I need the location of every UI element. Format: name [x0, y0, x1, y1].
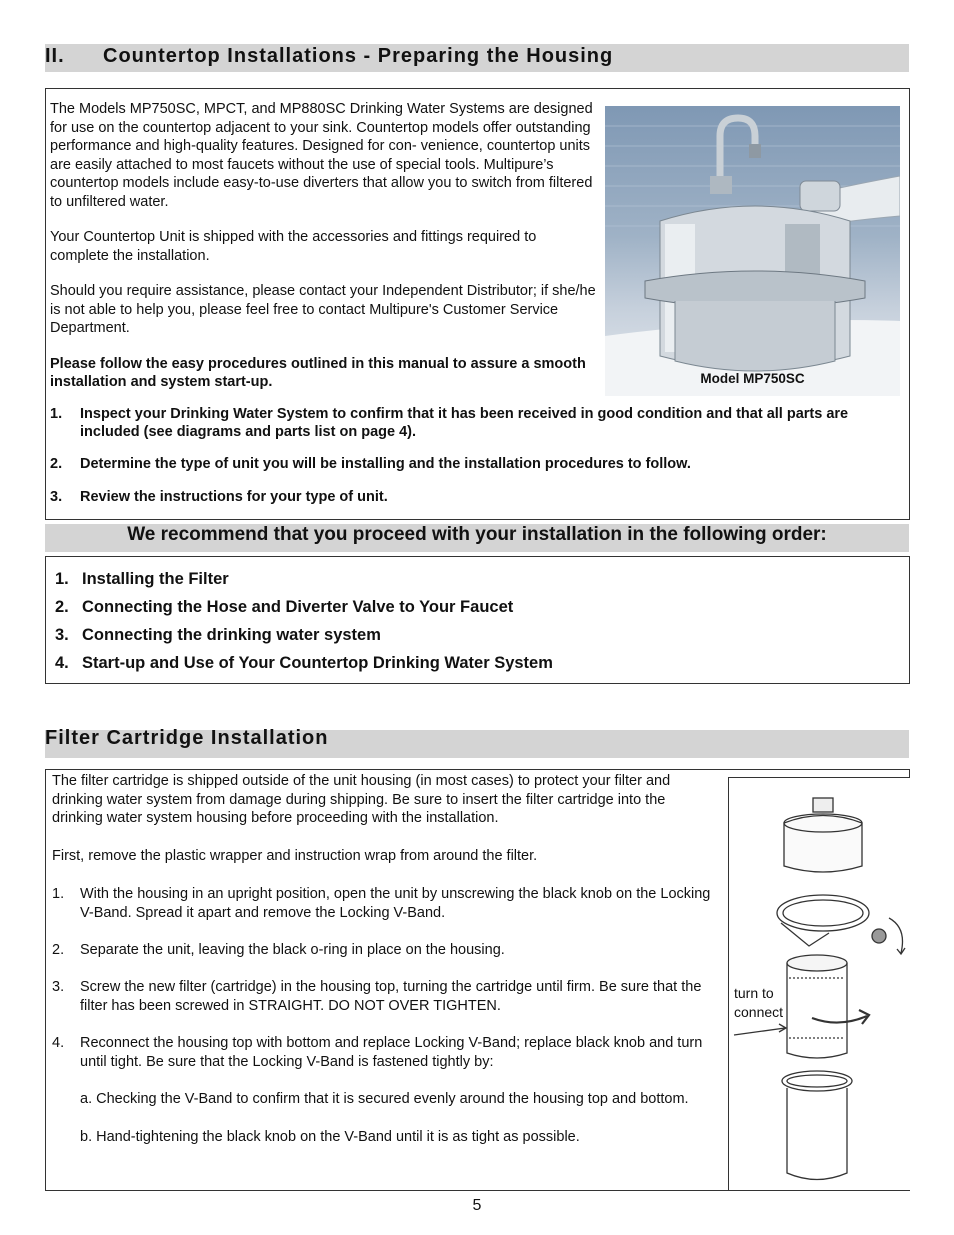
- intro-paragraph: Your Countertop Unit is shipped with the accessories and fittings required to complete the installation.: [50, 229, 537, 264]
- order-number: 1.: [55, 570, 69, 588]
- section-title-text: Countertop Installations - Preparing the Housing: [103, 45, 614, 67]
- filter-item-text: With the housing in an upright position, open the unit by unscrewing the black knob on the Locking V-Band. Spread it apart and remove the Locking V-Band.: [80, 886, 711, 921]
- page-number: 5: [472, 1197, 482, 1214]
- filter-sub-text: b. Hand-tightening the black knob on the V-Band until it is as tight as possible.: [80, 1129, 580, 1145]
- intro-paragraph: The Models MP750SC, MPCT, and MP880SC Drinking Water Systems are designed for use on the countertop adjacent to your sink. Countertop models offer outstanding performance and high-quality features. Designed for con- venience, countertop units are easily attached to most faucets without the use of special tools. Multipure’s countertop models include easy-to-use diverters that allow you to switch from filtered to unfiltered water.: [50, 101, 593, 210]
- filter-item-number: 3.: [52, 979, 65, 995]
- diagram-label: [734, 984, 783, 1022]
- intro-paragraph: Should you require assistance, please contact your Independent Distributor; if she/he is not able to help you, please feel free to contact Multipure's Customer Service Department.: [50, 283, 596, 336]
- step-text: Determine the type of unit you will be installing and the installation procedures to follow.: [80, 456, 691, 472]
- filter-item-text: Separate the unit, leaving the black o-ring in place on the housing.: [80, 942, 505, 958]
- order-text: Connecting the Hose and Diverter Valve to Your Faucet: [82, 598, 514, 616]
- filter-paragraph: First, remove the plastic wrapper and instruction wrap from around the filter.: [52, 848, 538, 864]
- step-number: 2.: [50, 456, 63, 472]
- order-number: 2.: [55, 598, 69, 616]
- step-text: Inspect your Drinking Water System to confirm that it has been received in good condition and that all parts are included (see diagrams and parts list on page 4).: [80, 406, 849, 440]
- intro-paragraph-bold: Please follow the easy procedures outlined in this manual to assure a smooth installation and system start-up.: [50, 355, 586, 390]
- section-header-filter: [45, 727, 909, 758]
- filter-sub-item-b: [80, 1128, 700, 1147]
- filter-diagram: [728, 777, 910, 1190]
- intro-text: [50, 100, 598, 409]
- filter-sub-text: a. Checking the V-Band to confirm that it is secured evenly around the housing top and bottom.: [80, 1091, 689, 1107]
- order-text: Installing the Filter: [82, 570, 229, 588]
- filter-item-number: 1.: [52, 886, 65, 902]
- photo-caption: Model MP750SC: [700, 371, 805, 386]
- filter-sub-item-a: [80, 1090, 700, 1109]
- order-text: Start-up and Use of Your Countertop Drinking Water System: [82, 654, 553, 672]
- diagram-label-line: connect: [734, 1004, 784, 1020]
- recommend-title: We recommend that you proceed with your installation in the following order:: [127, 524, 827, 545]
- step-number: 1.: [50, 406, 63, 422]
- product-photo: [605, 106, 900, 396]
- step-number: 3.: [50, 489, 63, 505]
- filter-intro: The filter cartridge is shipped outside of the unit housing (in most cases) to protect your filter and drinking water system from damage during shipping. Be sure to insert the filter cartridge into the drinking water system housing before proceeding with the installation.: [52, 773, 671, 826]
- filter-item-number: 2.: [52, 942, 65, 958]
- filter-item-text: Reconnect the housing top with bottom and replace Locking V-Band; replace black knob and turn until tight. Be sure that the Locking V-Band is fastened tightly by:: [80, 1035, 703, 1070]
- order-text: Connecting the drinking water system: [82, 626, 381, 644]
- order-number: 4.: [55, 654, 69, 672]
- section-title: Filter Cartridge Installation: [45, 727, 329, 749]
- diagram-label-line: turn to: [734, 985, 774, 1001]
- filter-item-text: Screw the new filter (cartridge) in the housing top, turning the cartridge until firm. Be sure that the filter has been screwed in STRAIGHT. DO NOT OVER TIGHTEN.: [80, 979, 702, 1014]
- recommend-header: [45, 524, 909, 552]
- section-title: [45, 45, 613, 68]
- step-text: Review the instructions for your type of unit.: [80, 489, 388, 505]
- water-system-illustration: [605, 106, 900, 396]
- section-number: II.: [45, 45, 65, 67]
- section-header-countertop: [45, 44, 909, 72]
- order-number: 3.: [55, 626, 69, 644]
- filter-item-number: 4.: [52, 1035, 65, 1051]
